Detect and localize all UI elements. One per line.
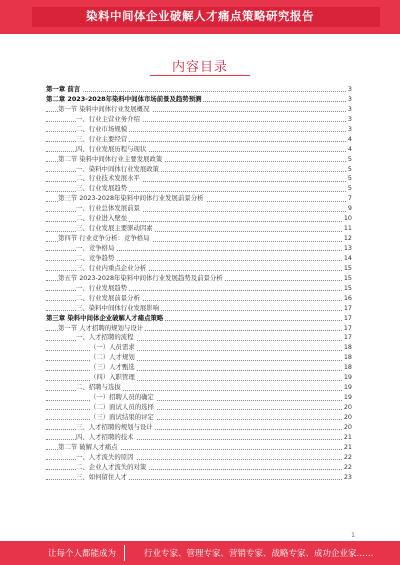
toc-entry[interactable] bbox=[46, 105, 352, 115]
toc-entry-title: 二、行业发展前景分析 bbox=[76, 293, 140, 302]
toc-entry[interactable] bbox=[46, 234, 352, 244]
toc-entry-page: 18 bbox=[343, 353, 352, 362]
table-of-contents bbox=[46, 85, 352, 483]
toc-entry-page: 20 bbox=[343, 403, 352, 411]
toc-entry-page: 23 bbox=[343, 472, 352, 481]
toc-entry-title: （二）人才规划 bbox=[90, 353, 135, 362]
toc-entry-page: 11 bbox=[343, 224, 352, 233]
toc-entry-page: 19 bbox=[343, 373, 352, 382]
toc-entry[interactable] bbox=[46, 85, 352, 95]
toc-entry[interactable] bbox=[46, 214, 352, 224]
toc-entry-title: 一、行业发展趋势 bbox=[76, 283, 128, 292]
toc-entry[interactable] bbox=[46, 443, 352, 453]
toc-entry-title: 二、企业人才流失的对策 bbox=[76, 462, 147, 471]
toc-entry-title: 第一章 前言 bbox=[46, 85, 81, 93]
toc-entry-title: 第一节 染料中间体行业发展概况 bbox=[58, 104, 150, 113]
toc-entry-page: 18 bbox=[343, 343, 352, 352]
toc-entry[interactable] bbox=[46, 254, 352, 264]
toc-entry-title: 第五节 2023-2028年染料中间体行业发展趋势及前景分析 bbox=[58, 273, 223, 282]
toc-entry[interactable] bbox=[46, 353, 352, 363]
footer-slogan-left: 让每个人都能成为 bbox=[48, 549, 117, 559]
toc-entry-title: 一、人才流失的原因 bbox=[76, 452, 134, 461]
toc-entry-title: 二、行业进入壁垒 bbox=[76, 214, 128, 223]
toc-entry-title: （一）人员需求 bbox=[90, 343, 135, 352]
toc-entry-title: 三、如何留住人才 bbox=[76, 472, 128, 481]
toc-entry-page: 17 bbox=[343, 303, 352, 312]
toc-entry[interactable] bbox=[46, 125, 352, 135]
toc-entry-page: 12 bbox=[343, 234, 352, 243]
toc-entry-page: 4 bbox=[347, 134, 352, 143]
toc-entry-title: 第三节 2023-2028年染料中间体行业发展前景分析 bbox=[58, 194, 204, 203]
toc-entry-page: 21 bbox=[343, 432, 352, 441]
toc-entry-title: 二、竞争趋势 bbox=[76, 253, 115, 262]
toc-entry-page: 17 bbox=[343, 333, 352, 342]
footer-banner bbox=[0, 541, 400, 565]
toc-entry-title: 一、行业主营业务介绍 bbox=[76, 114, 140, 123]
toc-entry[interactable] bbox=[46, 165, 352, 175]
toc-entry-title: （三）人才甄选 bbox=[90, 363, 135, 372]
toc-entry-page: 3 bbox=[347, 114, 352, 123]
header-banner bbox=[0, 0, 400, 34]
toc-entry[interactable] bbox=[46, 423, 352, 433]
toc-entry-page: 20 bbox=[343, 422, 352, 431]
toc-entry[interactable] bbox=[46, 184, 352, 194]
toc-entry-title: （四）入职管理 bbox=[90, 373, 135, 382]
toc-entry-page: 3 bbox=[347, 104, 352, 113]
toc-entry-title: 第二节 染料中间体行业主要发展政策 bbox=[58, 154, 163, 163]
toc-entry[interactable] bbox=[46, 115, 352, 125]
toc-entry[interactable] bbox=[46, 95, 352, 105]
toc-entry-page: 18 bbox=[343, 363, 352, 372]
toc-entry-page: 15 bbox=[343, 283, 352, 292]
toc-entry-title: 三、行业发展主要驱动因素 bbox=[76, 224, 153, 233]
toc-entry-page: 5 bbox=[347, 164, 352, 173]
toc-entry-page: 10 bbox=[343, 214, 352, 223]
toc-entry[interactable] bbox=[46, 363, 352, 373]
toc-entry[interactable] bbox=[46, 383, 352, 393]
toc-entry[interactable] bbox=[46, 343, 352, 353]
toc-entry-title: 四、行业发展历程与现状 bbox=[76, 144, 147, 153]
report-title: 染料中间体企业破解人才痛点策略研究报告 bbox=[86, 9, 314, 23]
toc-entry-page: 16 bbox=[343, 293, 352, 302]
toc-entry-title: 第一节 人才招聘的规划与设计 bbox=[58, 323, 144, 332]
toc-entry-title: 第二节 破解人才痛点 bbox=[58, 442, 118, 451]
toc-entry[interactable] bbox=[46, 333, 352, 343]
toc-entry[interactable] bbox=[46, 194, 352, 204]
toc-entry[interactable] bbox=[46, 294, 352, 304]
toc-entry-page: 19 bbox=[343, 393, 352, 402]
toc-entry-page: 5 bbox=[347, 174, 352, 183]
toc-entry[interactable] bbox=[46, 304, 352, 314]
toc-entry-title: 三、人才招聘的规划与设计 bbox=[76, 422, 153, 431]
toc-entry-title: 一、染料中间体行业发展政策 bbox=[76, 164, 160, 173]
toc-entry[interactable] bbox=[46, 413, 352, 423]
toc-entry-title: 三、行业主要经营 bbox=[76, 134, 128, 143]
toc-entry[interactable] bbox=[46, 224, 352, 234]
toc-entry-page: 3 bbox=[347, 85, 352, 93]
toc-entry-title: 四、人才招聘的技术 bbox=[76, 432, 134, 441]
toc-entry[interactable] bbox=[46, 155, 352, 165]
toc-entry-title: 第四节 行业竞争分析：竞争格局 bbox=[58, 234, 150, 243]
toc-entry-page: 9 bbox=[347, 204, 352, 213]
toc-entry-title: （三）面试结果的评定 bbox=[90, 412, 154, 421]
toc-entry-title: 二、行业市场规模 bbox=[76, 124, 128, 133]
toc-entry[interactable] bbox=[46, 244, 352, 254]
toc-entry-title: 二、招聘与选拔 bbox=[76, 383, 121, 392]
toc-entry-title: 三、行业内重点企业分析 bbox=[76, 263, 147, 272]
toc-entry-page: 4 bbox=[347, 144, 352, 153]
toc-entry[interactable] bbox=[46, 264, 352, 274]
toc-entry-page: 22 bbox=[343, 462, 352, 471]
toc-entry-title: 一、竞争格局 bbox=[76, 244, 115, 252]
toc-entry[interactable] bbox=[46, 403, 352, 413]
toc-entry-page: 5 bbox=[347, 154, 352, 163]
toc-entry-title: 三、行业发展趋势 bbox=[76, 184, 128, 193]
toc-entry-page: 22 bbox=[343, 452, 352, 461]
toc-entry[interactable] bbox=[46, 393, 352, 403]
toc-entry[interactable] bbox=[46, 314, 352, 324]
toc-entry[interactable] bbox=[46, 473, 352, 483]
toc-entry[interactable] bbox=[46, 453, 352, 463]
toc-entry-page: 19 bbox=[343, 383, 352, 392]
toc-entry-title: （二）面试人员的选择 bbox=[90, 403, 154, 411]
toc-heading-divider bbox=[150, 75, 250, 76]
toc-entry-title: 一、行业总体发展前景 bbox=[76, 204, 140, 213]
toc-entry-title: 三、染料中间体行业发展影响 bbox=[76, 303, 160, 312]
toc-entry-page: 3 bbox=[347, 94, 352, 103]
toc-entry-page: 5 bbox=[347, 184, 352, 193]
toc-entry-title: （一）招聘人员的确定 bbox=[90, 393, 154, 402]
toc-entry-page: 15 bbox=[343, 263, 352, 272]
toc-entry-page: 21 bbox=[343, 442, 352, 451]
toc-entry[interactable] bbox=[46, 284, 352, 294]
footer-divider bbox=[124, 545, 125, 561]
toc-heading: 内容目录 bbox=[171, 60, 228, 75]
toc-entry-title: 第三章 染料中间体企业破解人才痛点策略 bbox=[46, 313, 164, 322]
toc-entry-page: 17 bbox=[343, 313, 352, 322]
toc-entry-title: 一、人才招聘的流程 bbox=[76, 333, 134, 342]
toc-entry-page: 17 bbox=[343, 323, 352, 332]
toc-entry-title: 第二章 2023-2028年染料中间体市场前景及趋势预测 bbox=[46, 94, 202, 103]
toc-entry[interactable] bbox=[46, 274, 352, 284]
toc-entry[interactable] bbox=[46, 373, 352, 383]
footer-slogan-right: 行业专家、管理专家、营销专家、战略专家、成功企业家…… bbox=[144, 549, 374, 559]
toc-entry[interactable] bbox=[46, 135, 352, 145]
toc-entry-page: 20 bbox=[343, 412, 352, 421]
toc-entry-page: 15 bbox=[343, 273, 352, 282]
toc-entry[interactable] bbox=[46, 145, 352, 155]
page-number: 1 bbox=[351, 532, 355, 539]
toc-entry-page: 13 bbox=[343, 244, 352, 252]
toc-entry-page: 14 bbox=[343, 253, 352, 262]
toc-entry[interactable] bbox=[46, 433, 352, 443]
toc-entry[interactable] bbox=[46, 174, 352, 184]
toc-entry-page: 7 bbox=[347, 194, 352, 203]
toc-entry-title: 二、行业技术发展水平 bbox=[76, 174, 140, 183]
toc-entry[interactable] bbox=[46, 463, 352, 473]
toc-entry-page: 3 bbox=[347, 124, 352, 133]
toc-entry[interactable] bbox=[46, 324, 352, 334]
toc-entry[interactable] bbox=[46, 204, 352, 214]
